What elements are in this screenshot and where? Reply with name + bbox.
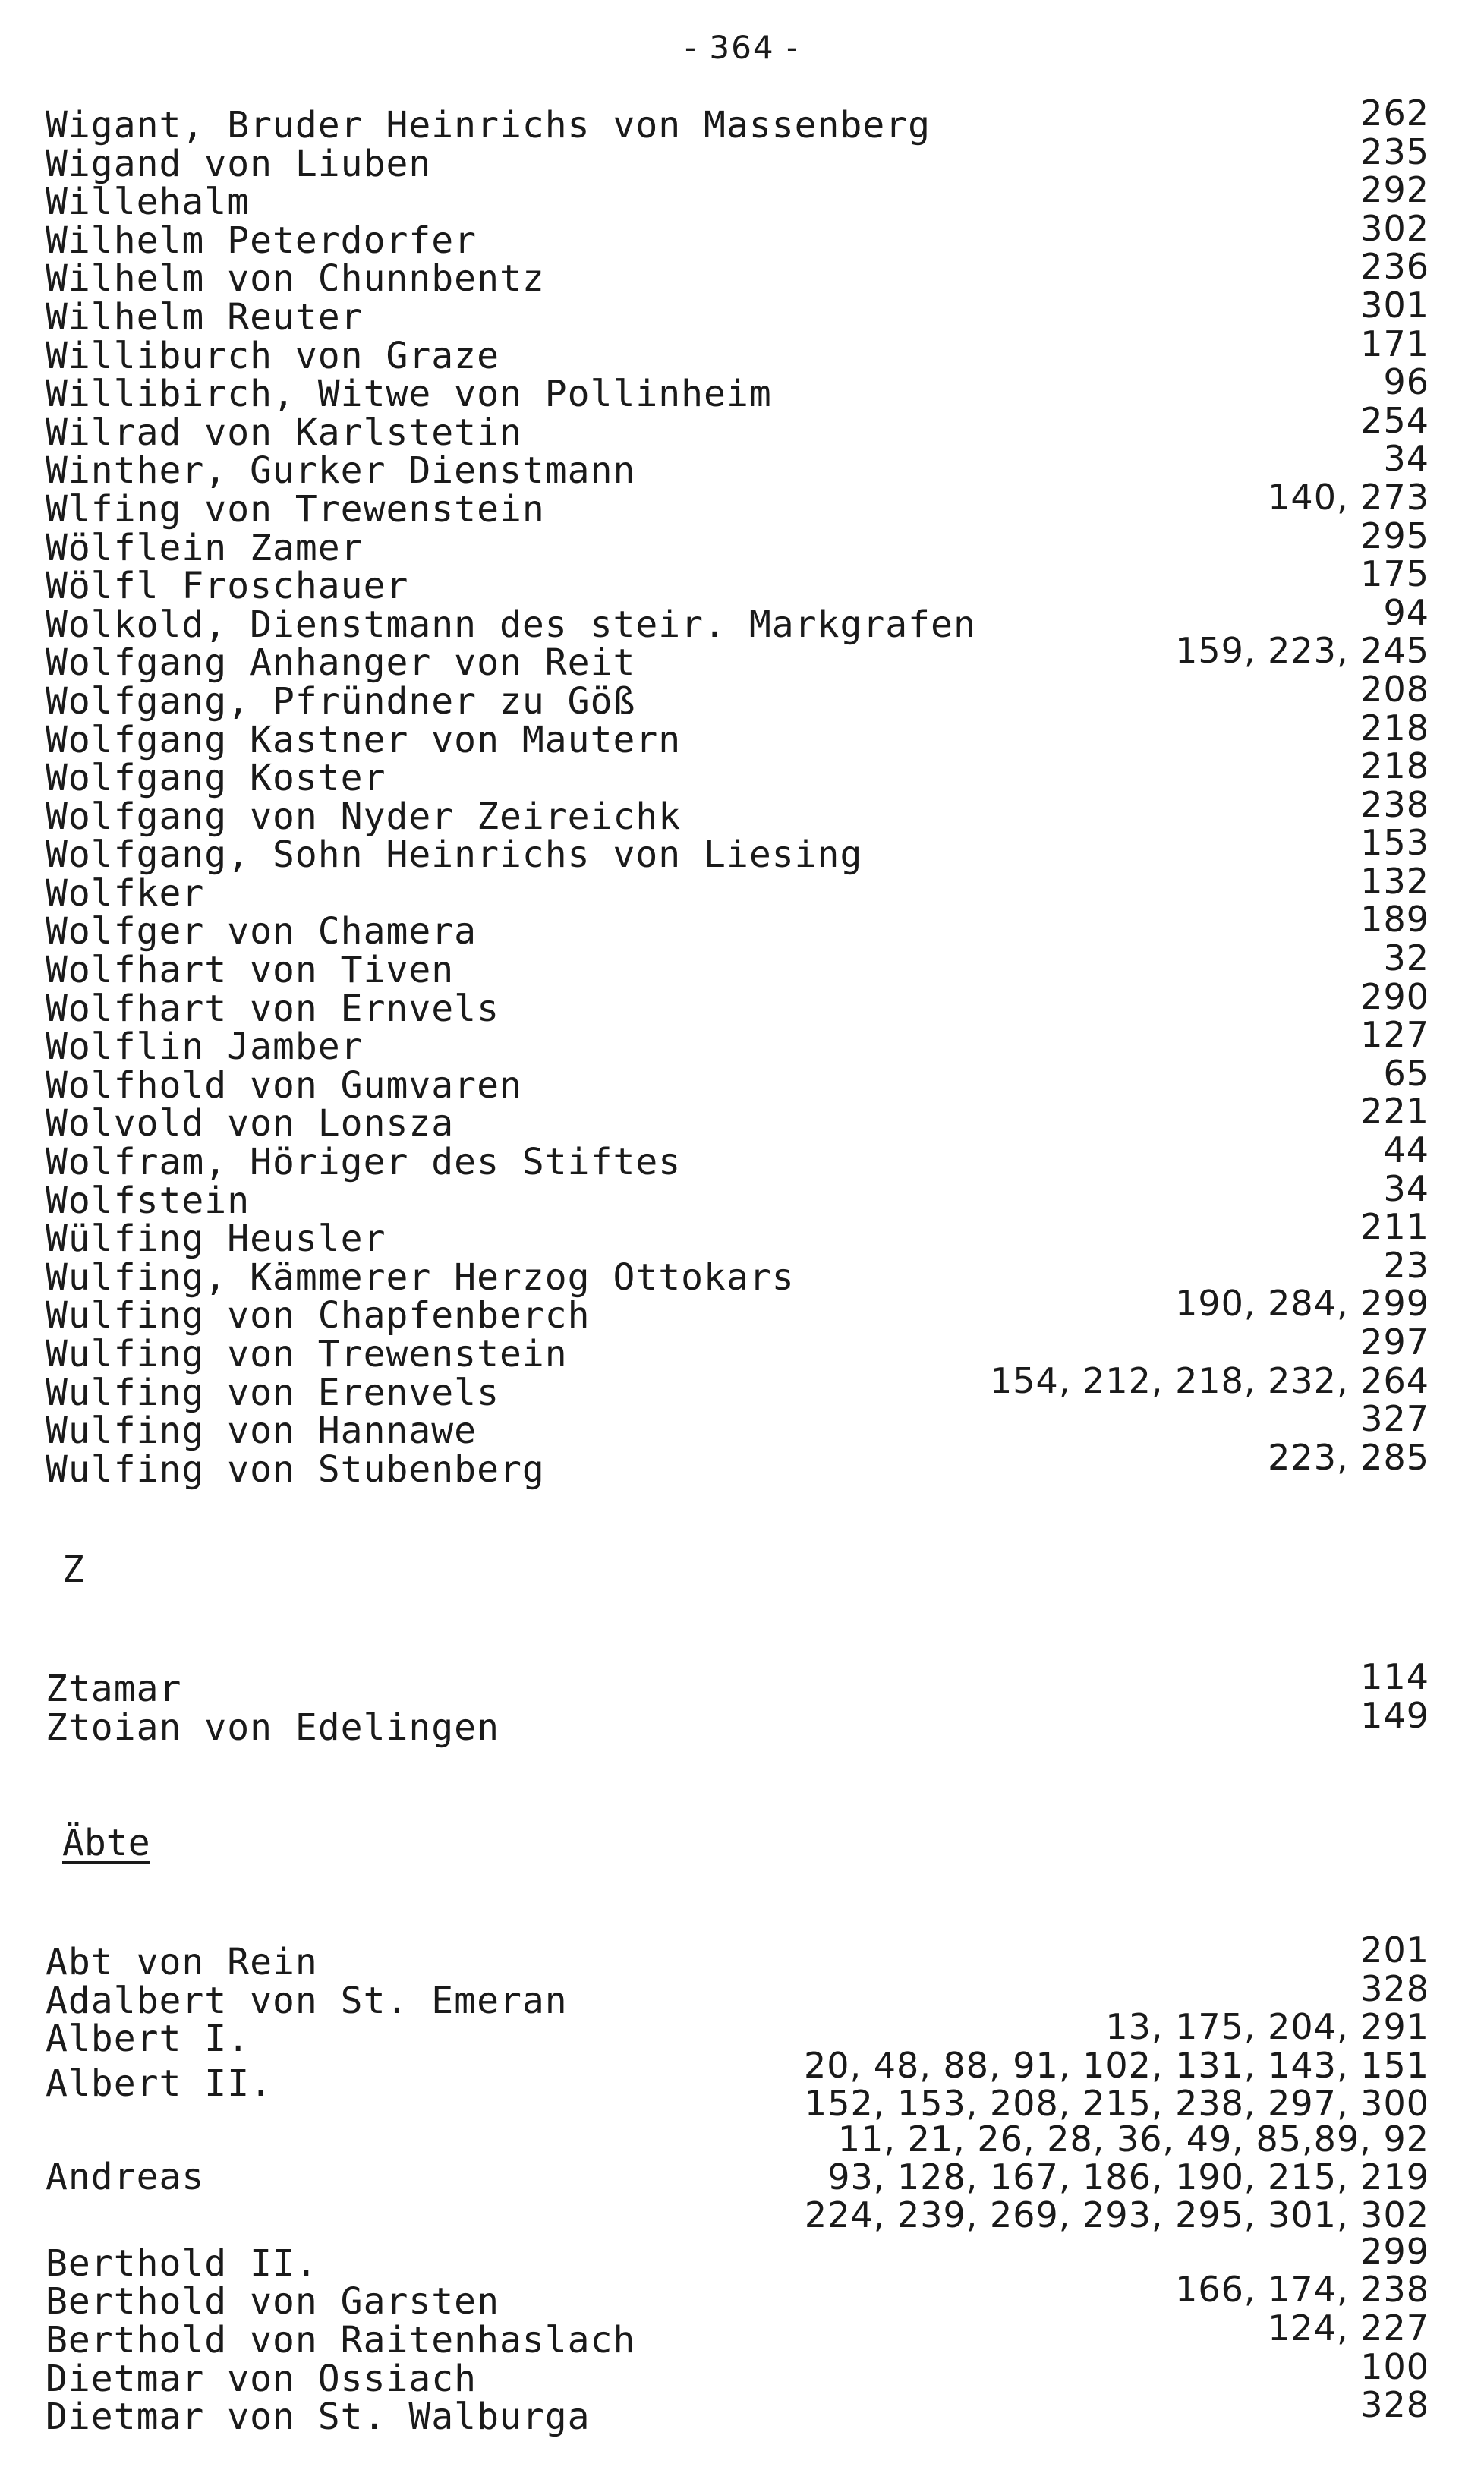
index-entry — [0, 1014, 1484, 1069]
index-entry — [0, 630, 1484, 685]
entry-pages: 114 — [1360, 1656, 1429, 1697]
entry-pages: 159, 223, 245 — [1175, 630, 1429, 672]
index-entry — [0, 1167, 1484, 1222]
entry-name: Ztoian von Edelingen — [46, 1706, 499, 1749]
entry-name: Wolkold, Dienstmann des steir. Markgrafen — [46, 603, 976, 646]
entry-pages: 328 — [1360, 2384, 1429, 2426]
entry-name: Williburch von Graze — [46, 334, 499, 377]
index-entry — [0, 93, 1484, 146]
index-entry — [0, 783, 1484, 838]
index-entry — [0, 899, 1484, 953]
entry-name: Wilrad von Karlstetin — [46, 411, 522, 454]
index-entry — [0, 1283, 1484, 1337]
index-entry — [0, 515, 1484, 569]
index-entry — [0, 438, 1484, 493]
index-entry — [0, 553, 1484, 608]
entry-pages: 211 — [1360, 1206, 1429, 1248]
entry-name: Wolfstein — [46, 1179, 250, 1222]
entry-name: Wolflin Jamber — [46, 1025, 364, 1069]
entry-name: Wlfing von Trewenstein — [46, 487, 545, 531]
index-entry — [0, 284, 1484, 339]
entry-name: Wilhelm Reuter — [46, 295, 364, 339]
index-entry — [0, 1052, 1484, 1107]
index-entry — [0, 1656, 1484, 1710]
entry-pages: 189 — [1360, 899, 1429, 940]
entry-name: Willibirch, Witwe von Pollinheim — [46, 373, 772, 416]
index-entry — [0, 860, 1484, 915]
entry-name: Abt von Rein — [46, 1941, 318, 1983]
entry-pages: 171 — [1360, 323, 1429, 364]
index-entry — [0, 668, 1484, 723]
entry-pages: 290 — [1360, 975, 1429, 1017]
entry-pages: 32 — [1383, 937, 1429, 979]
entry-name: Wilhelm von Chunnbentz — [46, 257, 545, 301]
entry-pages: 34 — [1383, 1167, 1429, 1209]
index-entry — [0, 2345, 1484, 2400]
entry-pages: 34 — [1383, 438, 1429, 480]
section-w — [0, 93, 1484, 1491]
entry-pages: 175 — [1360, 553, 1429, 595]
entry-pages: 124, 227 — [1268, 2307, 1429, 2349]
entry-pages: 254 — [1360, 399, 1429, 441]
entry-pages: 96 — [1383, 361, 1429, 403]
entry-name: Wulfing von Stubenberg — [46, 1448, 545, 1491]
entry-name: Wölflein Zamer — [46, 526, 364, 569]
index-entry — [0, 169, 1484, 224]
entry-pages: 94 — [1383, 591, 1429, 633]
entry-name: Wolfhart von Tiven — [46, 949, 455, 992]
entry-pages: 20, 48, 88, 91, 102, 131, 143, 151 152, 153, 208, 215, 238, 297, 300 — [803, 2044, 1429, 2124]
entry-pages: 11, 21, 26, 28, 36, 49, 85,89, 92 93, 128, 167, 186, 190, 215, 219 224, 239, 269, 293, 295, 301, 302 — [804, 2118, 1429, 2235]
entry-pages: 262 — [1360, 93, 1429, 134]
section-aebte — [0, 1930, 1484, 2439]
index-entry — [0, 822, 1484, 877]
entry-name: Berthold von Raitenhaslach — [46, 2318, 636, 2361]
entry-name: Wolfgang Koster — [46, 757, 386, 800]
entry-pages: 302 — [1360, 207, 1429, 249]
entry-name: Wulfing von Erenvels — [46, 1371, 499, 1414]
entry-list — [0, 1930, 1484, 2439]
index-entry — [0, 361, 1484, 416]
section-heading-z: Z — [62, 1548, 84, 1591]
entry-pages: 149 — [1360, 1694, 1429, 1736]
entry-name: Wolfgang von Nyder Zeireichk — [46, 795, 682, 838]
entry-pages: 140, 273 — [1268, 476, 1429, 518]
entry-pages: 221 — [1360, 1091, 1429, 1133]
entry-name: Wolfgang Kastner von Mautern — [46, 718, 682, 761]
index-entry — [0, 131, 1484, 185]
entry-name: Berthold II. — [46, 2241, 318, 2285]
index-entry — [0, 1436, 1484, 1491]
entry-name: Albert II. — [46, 2062, 273, 2105]
entry-name: Berthold von Garsten — [46, 2280, 499, 2323]
index-entry — [0, 975, 1484, 1030]
index-entry — [0, 1091, 1484, 1145]
entry-pages: 154, 212, 218, 232, 264 — [990, 1359, 1429, 1401]
index-entry — [0, 1206, 1484, 1261]
index-entry — [0, 323, 1484, 377]
entry-name: Wigand von Liuben — [46, 142, 432, 185]
index-entry — [0, 1398, 1484, 1453]
entry-pages: 328 — [1360, 1967, 1429, 2009]
entry-name: Wulfing von Chapfenberch — [46, 1294, 591, 1337]
index-entry — [0, 476, 1484, 531]
entry-name: Dietmar von Ossiach — [46, 2357, 477, 2400]
entry-name: Wülfing Heusler — [46, 1218, 386, 1261]
index-entry — [0, 707, 1484, 761]
entry-name: Winther, Gurker Dienstmann — [46, 449, 636, 493]
entry-name: Wilhelm Peterdorfer — [46, 219, 477, 262]
entry-pages: 201 — [1360, 1930, 1429, 1971]
entry-name: Wolfgang, Sohn Heinrichs von Liesing — [46, 833, 863, 877]
entry-name: Wolfgang, Pfründner zu Göß — [46, 679, 636, 723]
index-entry — [0, 246, 1484, 301]
entry-name: Wolfgang Anhanger von Reit — [46, 641, 636, 685]
entry-pages: 100 — [1360, 2345, 1429, 2387]
entry-name: Ztamar — [46, 1668, 182, 1710]
entry-name: Wolfram, Höriger des Stiftes — [46, 1141, 682, 1184]
entry-name: Wigant, Bruder Heinrichs von Massenberg — [46, 104, 931, 146]
entry-pages: 166, 174, 238 — [1175, 2269, 1429, 2311]
index-entry — [0, 2307, 1484, 2361]
index-entry — [0, 1694, 1484, 1749]
entry-pages: 295 — [1360, 515, 1429, 556]
section-heading-aebte: Äbte — [62, 1822, 150, 1864]
entry-name: Wolfhold von Gumvaren — [46, 1063, 522, 1107]
entry-name: Wölfl Froschauer — [46, 565, 409, 608]
entry-pages: 132 — [1360, 860, 1429, 902]
entry-name: Wulfing von Trewenstein — [46, 1333, 568, 1375]
entry-pages: 236 — [1360, 246, 1429, 288]
index-entry — [0, 399, 1484, 454]
entry-name: Albert I. — [46, 2018, 250, 2061]
index-entry — [0, 937, 1484, 992]
entry-pages: 218 — [1360, 745, 1429, 787]
entry-pages: 208 — [1360, 668, 1429, 710]
entry-pages: 23 — [1383, 1244, 1429, 1286]
entry-name: Wolfker — [46, 871, 205, 915]
entry-pages: 292 — [1360, 169, 1429, 211]
entry-name: Wolvold von Lonsza — [46, 1102, 455, 1145]
entry-pages: 44 — [1383, 1129, 1429, 1171]
entry-name: Wulfing von Hannawe — [46, 1410, 477, 1453]
entry-pages: 299 — [1360, 2230, 1429, 2272]
index-entry — [0, 207, 1484, 262]
entry-name: Wolfger von Chamera — [46, 910, 477, 953]
entry-pages: 127 — [1360, 1014, 1429, 1056]
index-entry — [0, 2269, 1484, 2323]
index-entry — [0, 1359, 1484, 1414]
entry-pages: 223, 285 — [1268, 1436, 1429, 1478]
entry-name: Willehalm — [46, 181, 250, 224]
entry-name: Dietmar von St. Walburga — [46, 2396, 591, 2439]
entry-pages: 65 — [1383, 1052, 1429, 1094]
index-entry — [0, 1930, 1484, 1983]
entry-pages: 235 — [1360, 131, 1429, 172]
entry-list — [0, 1656, 1484, 1749]
entry-name: Adalbert von St. Emeran — [46, 1979, 568, 2022]
index-entry — [0, 2384, 1484, 2439]
page-number: - 364 - — [684, 29, 800, 66]
index-entry — [0, 745, 1484, 800]
entry-pages: 301 — [1360, 284, 1429, 326]
section-z — [0, 1656, 1484, 1749]
index-entry — [0, 2118, 1484, 2245]
entry-pages: 297 — [1360, 1322, 1429, 1363]
entry-pages: 153 — [1360, 822, 1429, 864]
entry-pages: 190, 284, 299 — [1175, 1283, 1429, 1325]
index-entry — [0, 1129, 1484, 1184]
entry-name: Wolfhart von Ernvels — [46, 987, 499, 1030]
entry-pages: 238 — [1360, 783, 1429, 825]
entry-name: Andreas — [46, 2155, 205, 2198]
entry-pages: 218 — [1360, 707, 1429, 748]
entry-list — [0, 93, 1484, 1491]
entry-pages: 13, 175, 204, 291 — [1105, 2006, 1429, 2048]
entry-name: Wulfing, Kämmerer Herzog Ottokars — [46, 1255, 795, 1299]
entry-pages: 327 — [1360, 1398, 1429, 1440]
